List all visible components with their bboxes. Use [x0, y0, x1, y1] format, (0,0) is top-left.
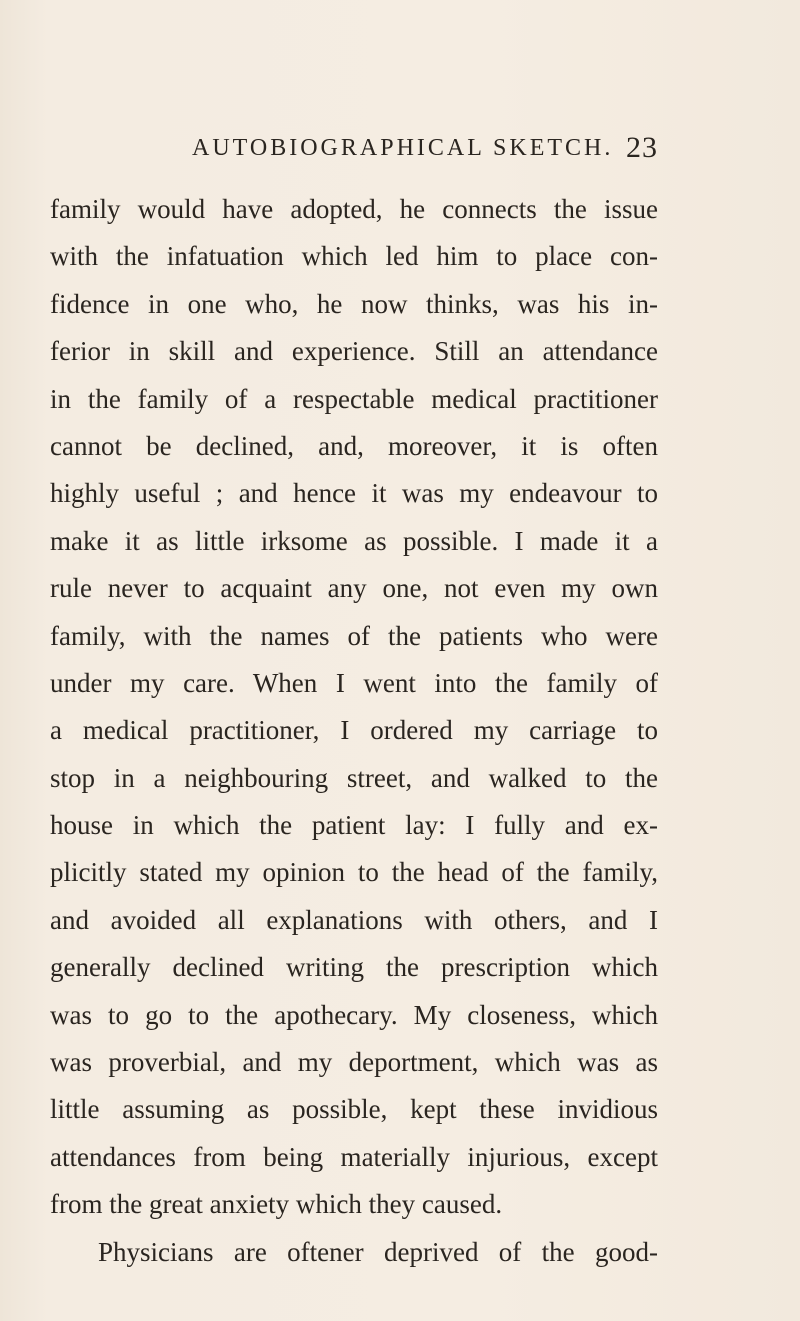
text-line: a medical practitioner, I ordered my carriage to: [50, 715, 658, 746]
text-line: was to go to the apothecary. My closeness, which: [50, 999, 658, 1030]
text-line: ferior in skill and experience. Still an attendance: [50, 336, 658, 367]
page-number: 23: [626, 131, 658, 164]
text-line: little assuming as possible, kept these invidious: [50, 1094, 658, 1125]
text-line: fidence in one who, he now thinks, was his in-: [50, 288, 658, 319]
text-line: family, with the names of the patients who were: [50, 620, 658, 651]
running-title: AUTOBIOGRAPHICAL SKETCH.: [192, 135, 614, 161]
text-line: attendances from being materially injurious, except: [50, 1141, 658, 1172]
text-line: was proverbial, and my deportment, which was as: [50, 1047, 658, 1078]
text-line: cannot be declined, and, moreover, it is often: [50, 430, 658, 461]
text-line: generally declined writing the prescription which: [50, 952, 658, 983]
paragraph-end-line: from the great anxiety which they caused.: [50, 1189, 503, 1220]
text-line: under my care. When I went into the family of: [50, 667, 658, 698]
text-line: stop in a neighbouring street, and walked to the: [50, 762, 658, 793]
running-head: [192, 128, 658, 168]
text-line: with the infatuation which led him to place con-: [50, 241, 658, 272]
text-line: and avoided all explanations with others, and I: [50, 904, 658, 935]
paragraph-start-line: Physicians are oftener deprived of the good-: [98, 1236, 658, 1267]
text-line: family would have adopted, he connects the issue: [50, 194, 658, 224]
text-line: rule never to acquaint any one, not even my own: [50, 573, 658, 604]
text-line: in the family of a respectable medical practitioner: [50, 383, 658, 414]
body-text: [50, 186, 658, 1276]
text-line: highly useful ; and hence it was my endeavour to: [50, 478, 658, 509]
text-line: make it as little irksome as possible. I made it a: [50, 525, 658, 556]
text-line: house in which the patient lay: I fully and ex-: [50, 810, 658, 841]
text-line: plicitly stated my opinion to the head of the family,: [50, 857, 658, 888]
